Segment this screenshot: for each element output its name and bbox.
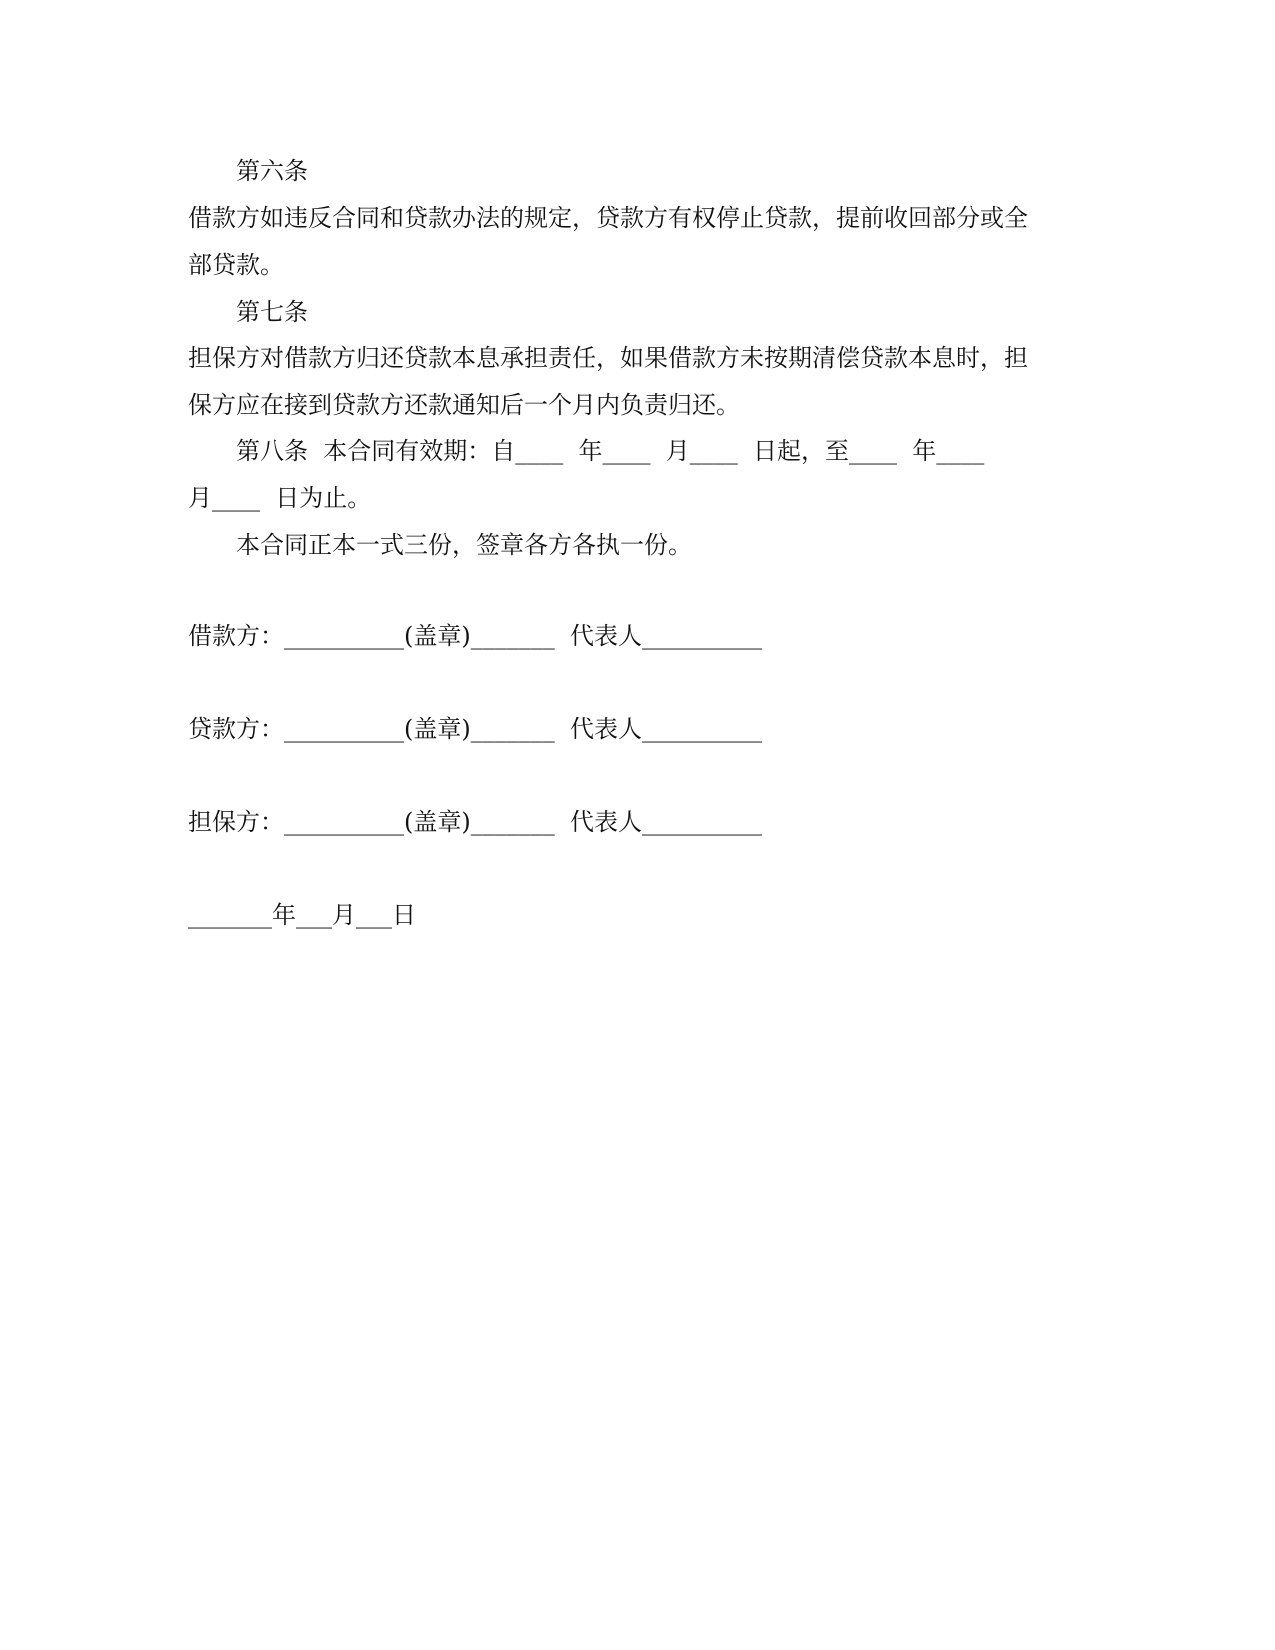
article-6-text-line-1: 借款方如违反合同和贷款办法的规定，贷款方有权停止贷款，提前收回部分或全 xyxy=(188,204,1028,232)
article-6-text-line-2: 部贷款。 xyxy=(188,251,284,279)
article-7-text-line-2: 保方应在接到贷款方还款通知后一个月内负责归还。 xyxy=(188,391,740,419)
article-6-heading: 第六条 xyxy=(236,157,308,185)
date-line: _______年___月___日 xyxy=(188,901,416,929)
article-8-text-line-2: 月____ 日为止。 xyxy=(188,484,372,512)
article-8-text-line-1: 第八条 本合同有效期：自____ 年____ 月____ 日起，至____ 年____ xyxy=(236,437,985,465)
copies-statement: 本合同正本一式三份，签章各方各执一份。 xyxy=(236,531,692,559)
borrower-signature-line: 借款方：__________(盖章)_______ 代表人__________ xyxy=(188,622,762,650)
lender-signature-line: 贷款方：__________(盖章)_______ 代表人__________ xyxy=(188,715,762,743)
article-7-heading: 第七条 xyxy=(236,298,308,326)
article-7-text-line-1: 担保方对借款方归还贷款本息承担责任，如果借款方未按期清偿贷款本息时，担 xyxy=(188,344,1028,372)
guarantor-signature-line: 担保方：__________(盖章)_______ 代表人__________ xyxy=(188,808,762,836)
